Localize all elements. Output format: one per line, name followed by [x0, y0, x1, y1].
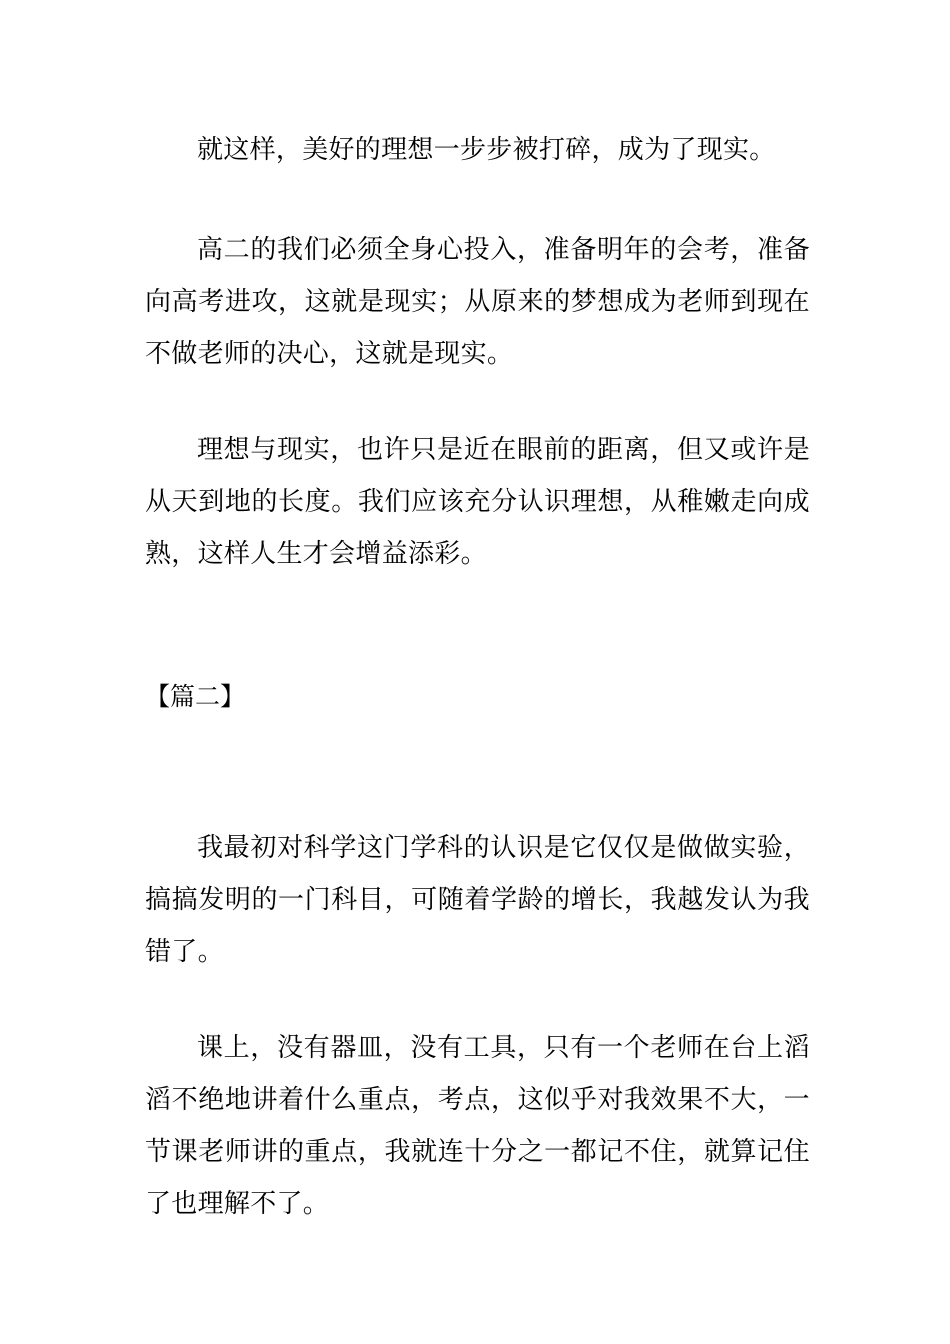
paragraph: 我最初对科学这门学科的认识是它仅仅是做做实验，搞搞发明的一门科目，可随着学龄的增长，我越发认为我错了。 [145, 833, 810, 967]
section-heading: 【篇二】 [145, 682, 246, 711]
paragraph: 高二的我们必须全身心投入，准备明年的会考，准备向高考进攻，这就是现实；从原来的梦想成为老师到现在不做老师的决心，这就是现实。 [145, 235, 810, 369]
paragraph: 理想与现实，也许只是近在眼前的距离，但又或许是从天到地的长度。我们应该充分认识理想，从稚嫩走向成熟，这样人生才会增益添彩。 [145, 435, 810, 569]
paragraph: 就这样，美好的理想一步步被打碎，成为了现实。 [197, 135, 776, 165]
paragraph: 课上，没有器皿，没有工具，只有一个老师在台上滔滔不绝地讲着什么重点，考点，这似乎对我效果不大，一节课老师讲的重点，我就连十分之一都记不住，就算记住了也理解不了。 [145, 1033, 810, 1219]
